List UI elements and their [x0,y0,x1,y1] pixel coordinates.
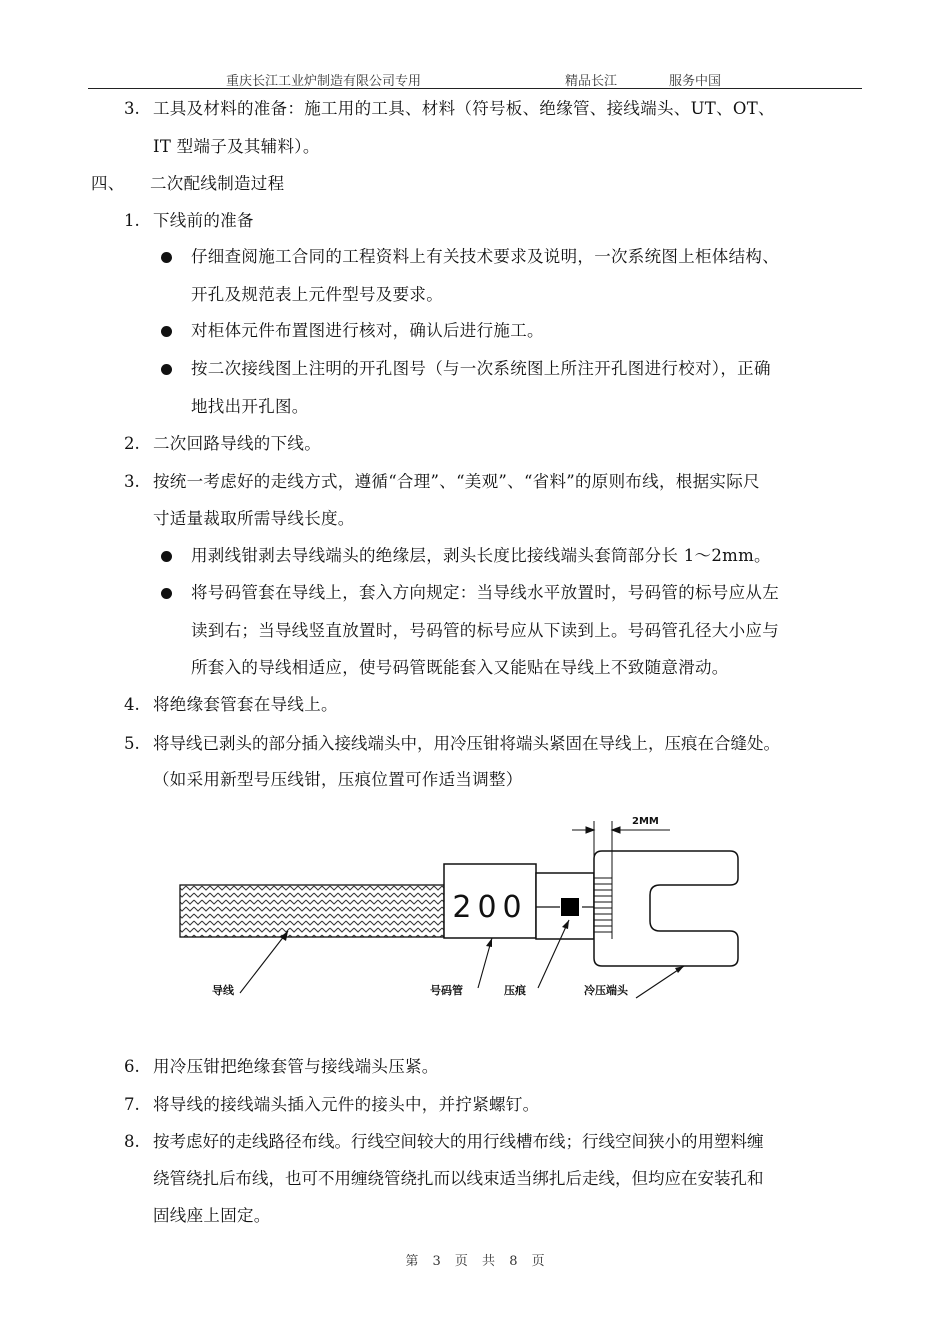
terminal-label: 冷压端头 [584,984,628,997]
item-3-line-1: 工具及材料的准备：施工用的工具、材料（符号板、绝缘管、接线端头、UT、OT、 [153,99,775,118]
fork-terminal [594,851,738,966]
step-4-text: 将绝缘套管套在导线上。 [153,695,338,714]
section-4-number: 四、 [91,174,125,193]
bullet-5-line-1: 将号码管套在导线上，套入方向规定：当导线水平放置时，号码管的标号应从左 [191,583,779,602]
bullet-dot [161,252,172,263]
step-1-text: 下线前的准备 [153,211,254,230]
crimp-mark [561,898,579,916]
header-rule [88,88,862,89]
step-5-line-1: 将导线已剥头的部分插入接线端头中，用冷压钳将端头紧固在导线上，压痕在合缝处。 [153,734,780,753]
bullet-1-line-2: 开孔及规范表上元件型号及要求。 [191,285,443,304]
bullet-3-line-1: 按二次接线图上注明的开孔图号（与一次系统图上所注开孔图进行校对），正确 [191,359,771,378]
page-footer: 第 3 页 共 8 页 [405,1254,545,1269]
header-slogan-2: 服务中国 [669,74,722,89]
sleeve-label: 号码管 [430,984,463,997]
dimension-label: 2MM [632,816,659,827]
step-5-number: 5. [124,734,140,753]
wire-body [180,885,444,937]
step-8-number: 8. [124,1132,140,1151]
step-7-number: 7. [124,1095,140,1114]
step-1-number: 1. [124,211,140,230]
bullet-1-line-1: 仔细查阅施工合同的工程资料上有关技术要求及说明，一次系统图上柜体结构、 [191,247,779,266]
bullet-4-line-1: 用剥线钳剥去导线端头的绝缘层，剥头长度比接线端头套筒部分长 1～2mm。 [191,546,771,565]
bullet-3-line-2: 地找出开孔图。 [191,397,309,416]
wire-leader [240,931,288,993]
step-3-line-1: 按统一考虑好的走线方式，遵循“合理”、“美观”、“省料”的原则布线，根据实际尺 [153,472,760,491]
step-6-number: 6. [124,1057,140,1076]
bullet-dot [161,551,172,562]
step-8-line-3: 固线座上固定。 [153,1206,271,1225]
bullet-dot [161,326,172,337]
step-7-text: 将导线的接线端头插入元件的接头中，并拧紧螺钉。 [153,1095,540,1114]
bullet-5-line-3: 所套入的导线相适应，使号码管既能套入又能贴在导线上不致随意滑动。 [191,658,729,677]
bullet-dot [161,588,172,599]
step-2-number: 2. [124,434,140,453]
crimp-terminal-diagram [170,808,770,1010]
header-slogan-1: 精品长江 [565,74,618,89]
step-4-number: 4. [124,695,140,714]
step-6-text: 用冷压钳把绝缘套管与接线端头压紧。 [153,1057,439,1076]
step-3-number: 3. [124,472,140,491]
step-3-line-2: 寸适量裁取所需导线长度。 [153,509,355,528]
section-4-title: 二次配线制造过程 [150,174,285,193]
bullet-2-line-1: 对柜体元件布置图进行核对，确认后进行施工。 [191,321,544,340]
crimp-label: 压痕 [504,984,526,997]
step-8-line-2: 绕管绕扎后布线，也可不用缠绕管绕扎而以线束适当绑扎后走线，但均应在安装孔和 [153,1169,764,1188]
bullet-dot [161,364,172,375]
step-2-text: 二次回路导线的下线。 [153,434,321,453]
item-3-number: 3. [124,99,140,118]
sleeve-number-text: 200 [452,890,528,925]
step-5-line-2: （如采用新型号压线钳，压痕位置可作适当调整） [153,770,523,789]
step-8-line-1: 按考虑好的走线路径布线。行线空间较大的用行线槽布线；行线空间狭小的用塑料缠 [153,1132,764,1151]
header-company: 重庆长江工业炉制造有限公司专用 [226,74,422,89]
bullet-5-line-2: 读到右；当导线竖直放置时，号码管的标号应从下读到上。号码管孔径大小应与 [191,621,779,640]
item-3-line-2: IT 型端子及其辅料）。 [153,137,320,156]
wire-label: 导线 [212,984,234,997]
